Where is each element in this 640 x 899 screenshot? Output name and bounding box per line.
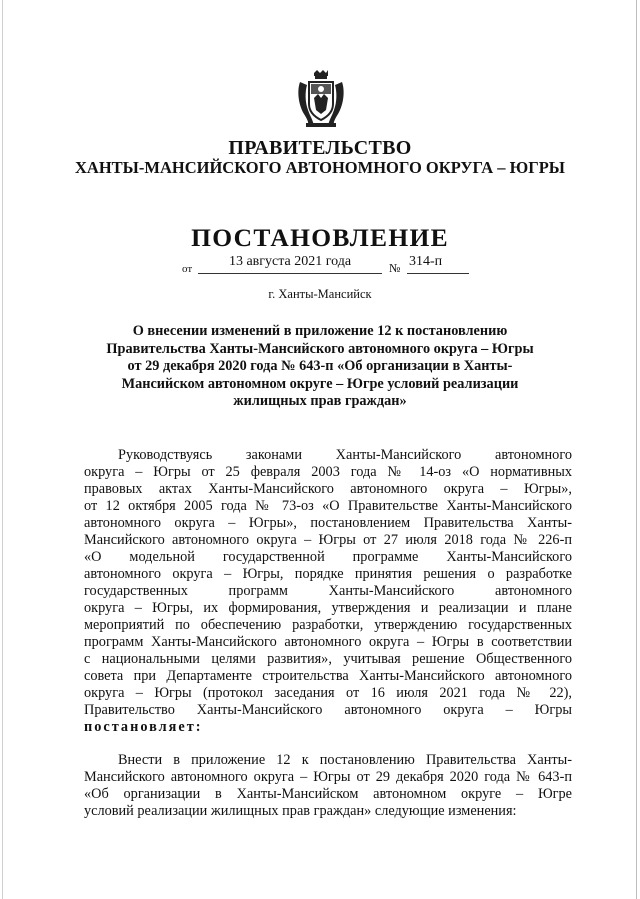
body-line: округа – Югры, их формирования, утверждения и реализации и плане [84,600,572,616]
body-line: «О модельной государственной программе Ханты-Мансийского [84,549,572,565]
body-line: с национальными целями развития», учитывая решение Общественного [84,651,572,667]
heading-line: Правительства Ханты-Мансийского автономного округа – Югры [106,340,534,357]
body-line: правовых актах Ханты-Мансийского автономного округа – Югры», [84,481,572,497]
date-number-row [0,254,640,278]
heading-line: жилищных прав граждан» [233,393,407,410]
body-line: Мансийского автономного округа – Югры от 27 июля 2018 года № 226-п [84,532,572,548]
city-label: г. Ханты-Мансийск [268,287,372,301]
body-line: Правительство Ханты-Мансийского автономного округа – Югры [84,702,572,718]
document-date: 13 августа 2021 года [198,254,382,274]
government-title: ПРАВИТЕЛЬСТВО [228,137,412,159]
document-type-title: ПОСТАНОВЛЕНИЕ [191,223,449,252]
body-line: Внести в приложение 12 к постановлению Правительства Ханты- [118,752,572,768]
from-label: от [182,263,193,275]
document-number: 314-п [407,254,469,274]
body-line: Руководствуясь законами Ханты-Мансийского автономного [118,447,572,463]
body-line: от 12 октября 2005 года № 73-оз «О Правительстве Ханты-Мансийского [84,498,572,514]
page-edge-left [2,0,3,899]
body-line: Мансийского автономного округа – Югры от 29 декабря 2020 года № 643-п [84,769,572,785]
page-edge-right [636,0,637,899]
document-heading [80,323,560,411]
body-line: автономного округа – Югры, порядке принятия решения о разработке [84,566,572,582]
body-line: округа – Югры от 25 февраля 2003 года № 14-оз «О нормативных [84,464,572,480]
body-line: программ Ханты-Мансийского автономного округа – Югры в соответствии [84,634,572,650]
government-subtitle: ХАНТЫ-МАНСИЙСКОГО АВТОНОМНОГО ОКРУГА – ЮГРЫ [75,158,565,177]
body-line: государственных программ Ханты-Мансийского автономного [84,583,572,599]
heading-line: О внесении изменений в приложение 12 к постановлению [132,323,508,339]
body-line: округа – Югры (протокол заседания от 16 июля 2021 года № 22), [84,685,572,701]
coat-of-arms-icon [296,70,346,128]
number-label: № [389,261,401,275]
heading-line: от 29 декабря 2020 года № 643-п «Об организации в Ханты- [127,358,513,375]
body-line: условий реализации жилищных прав граждан» следующие изменения: [84,803,517,819]
resolves-word: постановляет: [84,719,203,735]
body-line: совета при Департаменте строительства Ханты-Мансийского автономного [84,668,572,684]
heading-line: Мансийском автономном округе – Югре условий реализации [121,375,519,392]
body-line: «Об организации в Ханты-Мансийском автономном округе – Югре [84,786,572,802]
body-line: мероприятий по обеспечению разработки, утверждению государственных [84,617,572,633]
body-line: автономного округа – Югры», постановлением Правительства Ханты- [84,515,572,531]
